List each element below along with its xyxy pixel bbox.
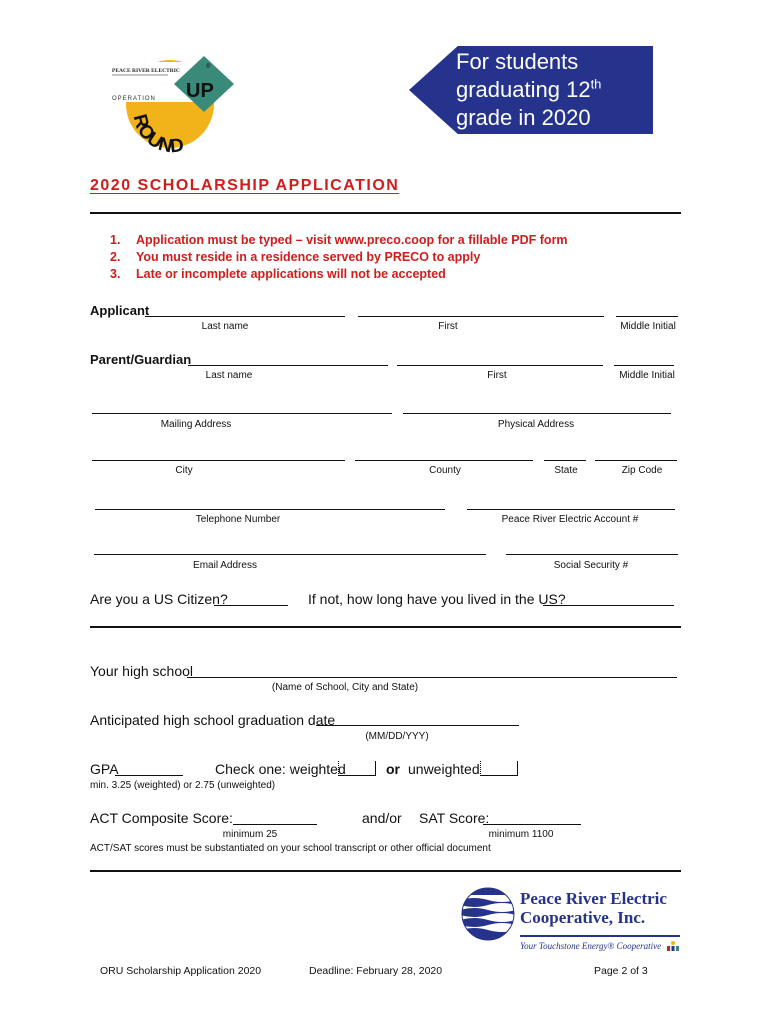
students-banner-text [456,48,656,132]
citizen-followup-question: If not, how long have you lived in the US? [308,591,566,607]
high-school-label: Your high school [90,663,194,679]
section-divider [90,626,681,628]
sat-score-field[interactable] [483,824,581,825]
parent-first-caption: First [487,370,507,381]
city-field[interactable] [92,460,345,461]
preco-name [520,889,667,927]
applicant-middle-caption: Middle Initial [620,321,676,332]
account-number-field[interactable] [467,509,675,510]
footer-divider [90,870,681,872]
parent-middle-caption: Middle Initial [619,370,675,381]
logo-up-text: UP [186,80,214,102]
operation-round-up-logo [108,52,238,162]
logo-round-text: ROUND [128,112,186,158]
sat-score-label: SAT Score: [419,810,490,826]
gpa-label: GPA [90,761,119,777]
email-field[interactable] [94,554,486,555]
graduation-date-caption: (MM/DD/YYY) [365,731,429,742]
unweighted-label: unweighted [408,761,480,777]
act-score-field[interactable] [233,824,317,825]
instructions-list [110,232,568,283]
scores-substantiation-note: ACT/SAT scores must be substantiated on your school transcript or other official document [90,843,491,854]
parent-guardian-label: Parent/Guardian [90,352,192,367]
parent-last-name-field[interactable] [188,365,388,366]
county-field[interactable] [355,460,533,461]
page-title: 2020 SCHOLARSHIP APPLICATION [90,177,400,194]
county-caption: County [429,465,461,476]
years-in-us-field[interactable] [543,605,674,606]
applicant-middle-initial-field[interactable] [616,316,678,317]
ssn-caption: Social Security # [553,560,629,571]
physical-address-field[interactable] [403,413,671,414]
parent-first-name-field[interactable] [397,365,603,366]
unweighted-checkbox[interactable] [480,761,518,776]
touchstone-icon [664,939,682,951]
act-score-label: ACT Composite Score: [90,810,233,826]
gpa-field[interactable] [115,775,183,776]
telephone-caption: Telephone Number [195,514,281,525]
logo-operation-text: OPERATION [112,96,156,102]
mailing-address-caption: Mailing Address [160,419,232,430]
instruction-item: 3. Late or incomplete applications will not be accepted [110,267,446,281]
preco-tagline: Your Touchstone Energy® Cooperative [520,941,662,951]
applicant-last-caption: Last name [201,321,249,332]
physical-address-caption: Physical Address [497,419,575,430]
preco-name-line-2: Cooperative, Inc. [520,908,646,927]
applicant-label: Applicant [90,303,150,318]
footer-deadline: Deadline: February 28, 2020 [309,965,443,977]
sat-minimum-caption: minimum 1100 [488,829,554,840]
city-caption: City [175,465,193,476]
preco-logo-mark [460,886,516,942]
account-number-caption: Peace River Electric Account # [501,514,639,525]
gpa-minimum-note: min. 3.25 (weighted) or 2.75 (unweighted) [90,780,276,791]
weighted-checkbox[interactable] [338,761,376,776]
zip-code-caption: Zip Code [621,465,663,476]
banner-line-1: For students [456,49,579,74]
gpa-or-text: or [386,761,400,777]
instruction-item: 2. You must reside in a residence served by PRECO to apply [110,250,481,264]
preco-logo-underline [520,935,680,937]
graduation-date-field[interactable] [316,725,519,726]
weighted-label: Check one: weighted [215,761,346,777]
applicant-first-caption: First [438,321,458,332]
telephone-field[interactable] [95,509,445,510]
email-caption: Email Address [193,560,257,571]
footer-page-number: Page 2 of 3 [594,965,648,977]
high-school-caption: (Name of School, City and State) [271,682,419,693]
banner-line-2: graduating 12th [456,76,602,102]
graduation-date-label: Anticipated high school graduation date [90,712,336,728]
state-caption: State [554,465,578,476]
logo-registered-mark: ® [206,64,211,70]
title-divider [90,212,681,214]
applicant-first-name-field[interactable] [358,316,604,317]
banner-line-3: grade in 2020 [456,105,591,130]
parent-last-caption: Last name [205,370,253,381]
andor-text: and/or [362,810,402,826]
preco-name-line-1: Peace River Electric [520,889,667,908]
ssn-field[interactable] [506,554,678,555]
applicant-last-name-field[interactable] [145,316,345,317]
instruction-item: 1. Application must be typed – visit www.preco.coop for a fillable PDF form [110,233,568,247]
zip-code-field[interactable] [595,460,677,461]
citizen-answer-field[interactable] [214,605,288,606]
logo-top-text: PEACE RIVER ELECTRIC [112,68,180,74]
footer-left: ORU Scholarship Application 2020 [100,965,262,977]
state-field[interactable] [544,460,586,461]
parent-middle-initial-field[interactable] [614,365,674,366]
high-school-field[interactable] [187,677,677,678]
mailing-address-field[interactable] [92,413,392,414]
citizen-question: Are you a US Citizen? [90,591,228,607]
act-minimum-caption: minimum 25 [222,829,278,840]
